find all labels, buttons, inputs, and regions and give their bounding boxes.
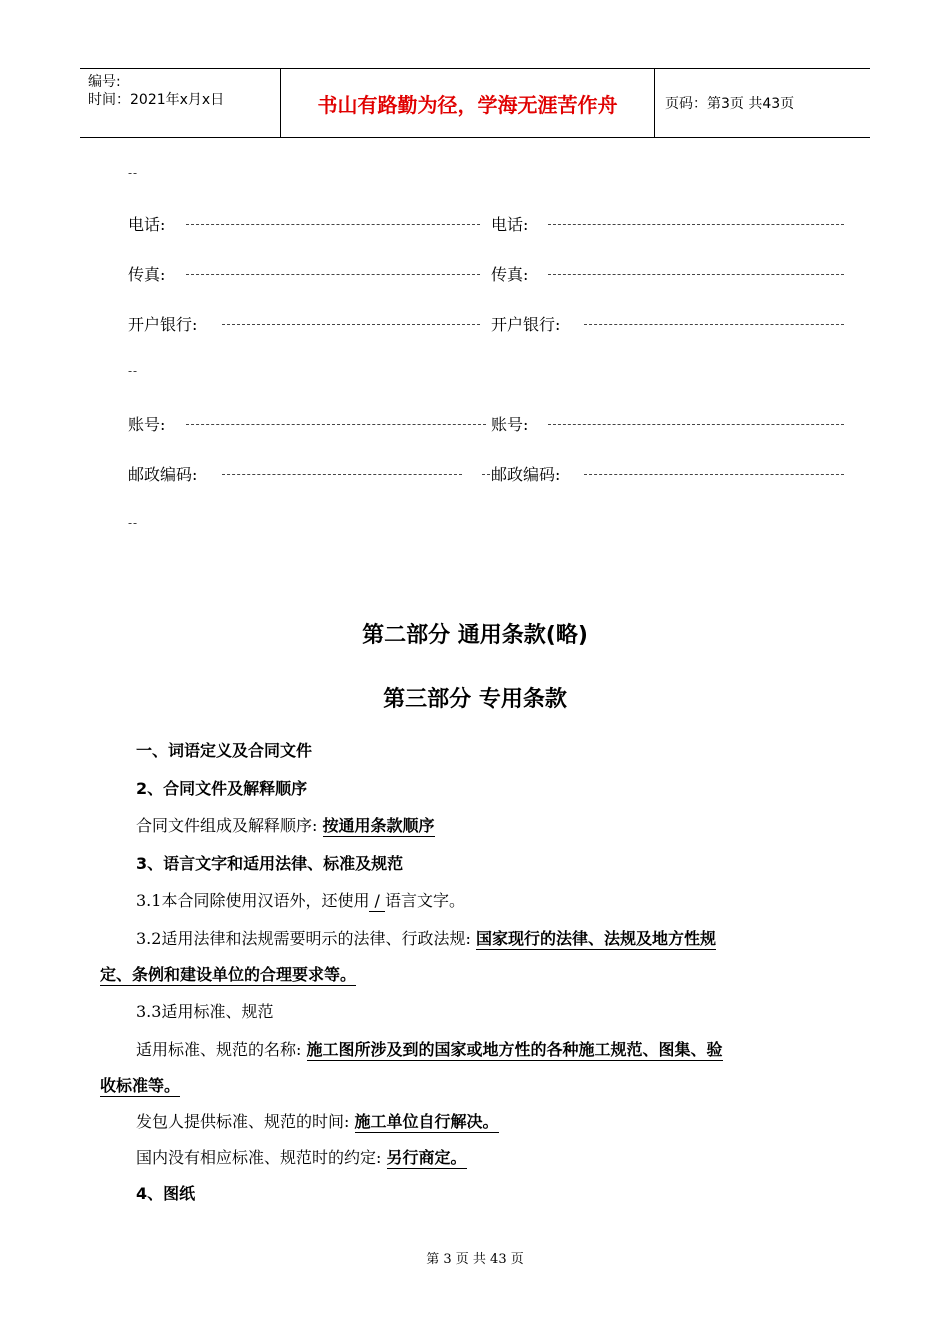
header-motto: 书山有路勤为径，学海无涯苦作舟 (281, 69, 655, 137)
fax-field-right[interactable] (548, 274, 844, 275)
bank-label-left: 开户银行: (128, 315, 198, 334)
bank-label-right: 开户银行: (491, 315, 561, 334)
separator: -- (128, 516, 139, 530)
clause-line (136, 1037, 723, 1060)
account-label-right: 账号: (491, 415, 529, 434)
fax-field-left[interactable] (186, 274, 480, 275)
fax-label-right: 传真: (491, 265, 529, 284)
clause-line (100, 962, 356, 985)
phone-label-left: 电话: (128, 215, 166, 234)
phone-field-left[interactable] (186, 224, 480, 225)
clause-line (136, 1109, 499, 1132)
clause-value: 国家现行的法律、法规及地方性规 (475, 929, 716, 948)
fax-label-left: 传真: (128, 265, 166, 284)
postcode-label-left: 邮政编码: (128, 465, 198, 484)
postcode-field-right[interactable] (584, 474, 844, 475)
clause-value: / (369, 891, 386, 910)
separator: -- (128, 166, 139, 180)
account-label-left: 账号: (128, 415, 166, 434)
clause-label: 发包人提供标准、规范的时间: (136, 1112, 350, 1131)
clause-value: 按通用条款顺序 (322, 816, 435, 835)
clause-value: 定、条例和建设单位的合理要求等。 (100, 965, 357, 984)
account-field-right[interactable] (548, 424, 844, 425)
clause-line (136, 926, 716, 949)
clause-line (136, 888, 465, 911)
clause-line: 3.3适用标准、规范 (136, 1002, 274, 1021)
section-heading: 4、图纸 (136, 1184, 196, 1203)
clause-value: 施工图所涉及到的国家或地方性的各种施工规范、图集、验 (306, 1040, 723, 1059)
clause-line (100, 1073, 180, 1096)
postcode-field-left[interactable] (222, 474, 462, 475)
phone-field-right[interactable] (548, 224, 844, 225)
section-heading: 2、合同文件及解释顺序 (136, 779, 308, 798)
clause-value: 施工单位自行解决。 (354, 1112, 499, 1131)
clause-label: 语言文字。 (385, 891, 466, 910)
clause-value: 另行商定。 (386, 1148, 467, 1167)
part2-title: 第二部分 通用条款(略) (362, 623, 588, 648)
account-field-left[interactable] (186, 424, 486, 425)
postcode-label-right: 邮政编码: (491, 465, 561, 484)
page-footer: 第 3 页 共 43 页 (426, 1252, 524, 1267)
bank-field-right[interactable] (584, 324, 844, 325)
document-date-label: 时间：2021年x月x日 (88, 92, 225, 108)
postcode-field-gap (482, 474, 490, 475)
header-meta-cell (80, 69, 281, 137)
clause-label: 合同文件组成及解释顺序: (136, 816, 318, 835)
clause-line (136, 813, 435, 836)
clause-label: 国内没有相应标准、规范时的约定: (136, 1148, 382, 1167)
clause-label: 3.1本合同除使用汉语外，还使用 (136, 891, 370, 910)
part3-title: 第三部分 专用条款 (383, 687, 567, 712)
clause-line (136, 1145, 467, 1168)
clause-label: 适用标准、规范的名称: (136, 1040, 302, 1059)
phone-label-right: 电话: (491, 215, 529, 234)
clause-label: 3.2适用法律和法规需要明示的法律、行政法规: (136, 929, 471, 948)
clause-value: 收标准等。 (100, 1076, 181, 1095)
section-heading: 3、语言文字和适用法律、标准及规范 (136, 854, 404, 873)
section-heading: 一、词语定义及合同文件 (136, 741, 313, 760)
page-header (80, 68, 870, 138)
bank-field-left[interactable] (222, 324, 480, 325)
separator: -- (128, 364, 139, 378)
document-number-label: 编号: (88, 74, 121, 90)
header-page-label: 页码：第3页 共43页 (665, 96, 795, 112)
